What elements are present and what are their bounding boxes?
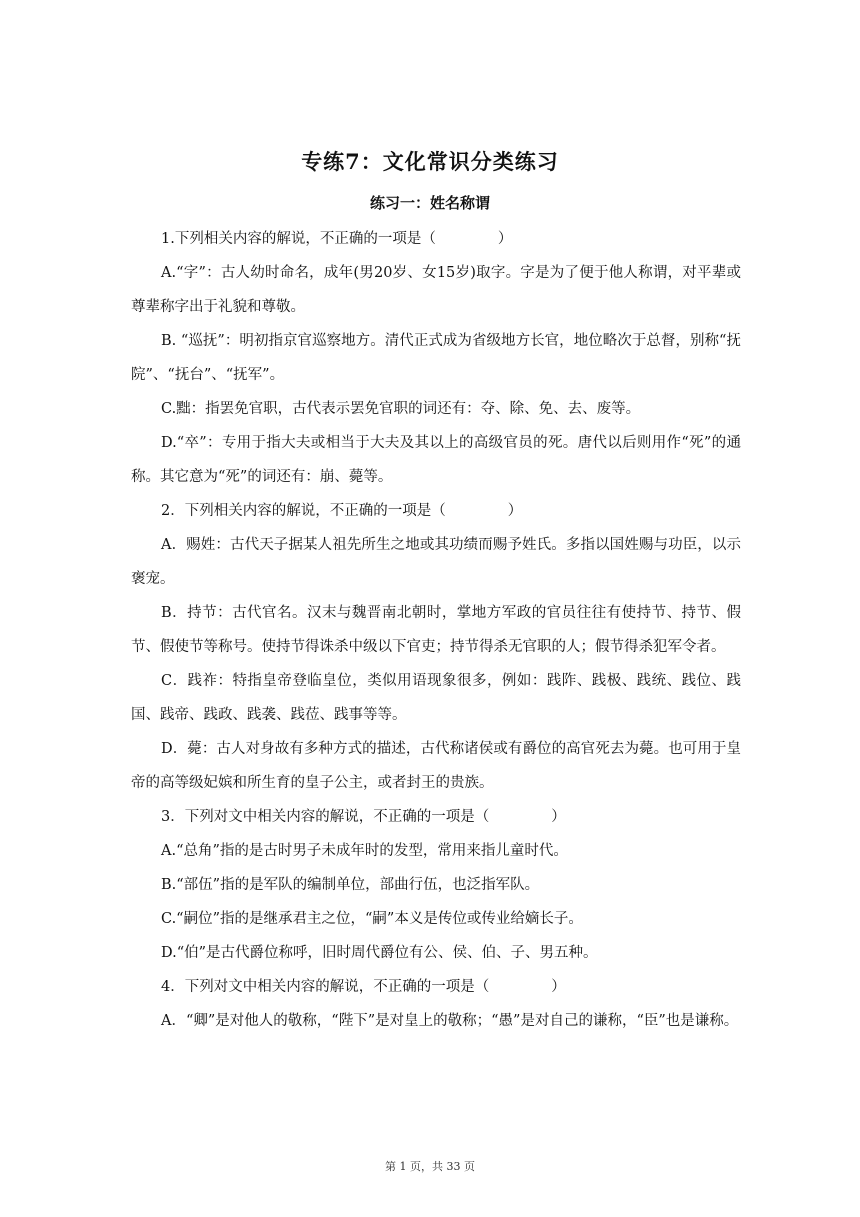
document-body [131, 222, 741, 1038]
question-1-option-d: D.“卒”：专用于指大夫或相当于大夫及其以上的高级官员的死。唐代以后则用作“死”的通称。其它意为“死”的词还有：崩、薨等。 [131, 435, 741, 485]
question-2-stem: 2．下列相关内容的解说，不正确的一项是（ ） [161, 503, 523, 519]
question-3-option-a: A.“总角”指的是古时男子未成年时的发型，常用来指儿童时代。 [161, 843, 568, 859]
question-3-option-d: D.“伯”是古代爵位称呼，旧时周代爵位有公、侯、伯、子、男五种。 [161, 945, 598, 961]
document-title: 专练7：文化常识分类练习 [301, 149, 559, 174]
question-2-option-c: C．践祚：特指皇帝登临皇位，类似用语现象很多，例如：践阼、践极、践统、践位、践国、践帝、践政、践袭、践莅、践事等等。 [131, 673, 741, 723]
question-2-option-d: D．薨：古人对身故有多种方式的描述，古代称诸侯或有爵位的高官死去为薨。也可用于皇帝的高等级妃嫔和所生育的皇子公主，或者封王的贵族。 [131, 741, 741, 791]
question-1-option-c: C.黜：指罢免官职，古代表示罢免官职的词还有：夺、除、免、去、废等。 [161, 401, 641, 417]
question-2-option-b: B．持节：古代官名。汉末与魏晋南北朝时，掌地方军政的官员往往有使持节、持节、假节、假使节等称号。使持节得诛杀中级以下官吏；持节得杀无官职的人；假节得杀犯军令者。 [131, 605, 741, 655]
question-1-option-a: A.“字”：古人幼时命名，成年(男20岁、女15岁)取字。字是为了便于他人称谓，对平辈或尊辈称字出于礼貌和尊敬。 [131, 265, 741, 315]
question-3-option-b: B.“部伍”指的是军队的编制单位，部曲行伍，也泛指军队。 [161, 877, 540, 893]
question-3-option-c: C.“嗣位”指的是继承君主之位，“嗣”本义是传位或传业给嫡长子。 [161, 911, 583, 927]
question-2-option-a: A．赐姓：古代天子据某人祖先所生之地或其功绩而赐予姓氏。多指以国姓赐与功臣，以示褒宠。 [131, 537, 741, 587]
question-1-option-b: B. “巡抚”：明初指京官巡察地方。清代正式成为省级地方长官，地位略次于总督，别称“抚院”、“抚台”、“抚军”。 [131, 333, 741, 383]
page-footer: 第 1 页，共 33 页 [385, 1160, 475, 1173]
question-4-option-a: A．“卿”是对他人的敬称，“陛下”是对皇上的敬称；“愚”是对自己的谦称，“臣”也是谦称。 [161, 1013, 739, 1029]
question-1-stem: 1.下列相关内容的解说，不正确的一项是（ ） [161, 231, 513, 247]
question-4-stem: 4．下列对文中相关内容的解说，不正确的一项是（ ） [161, 979, 566, 995]
question-3-stem: 3．下列对文中相关内容的解说，不正确的一项是（ ） [161, 809, 566, 825]
section-subtitle: 练习一：姓名称谓 [369, 194, 490, 212]
